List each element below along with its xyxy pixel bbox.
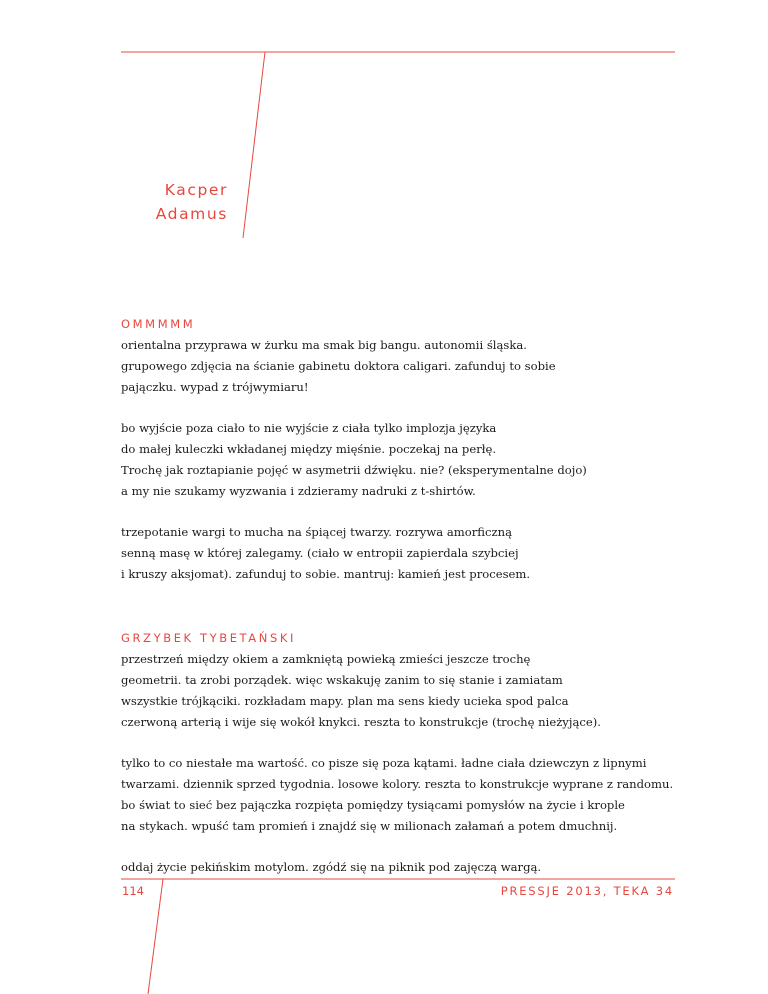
stanza [121, 649, 696, 733]
section-title: OMMMMM [121, 317, 196, 331]
stanza [121, 857, 696, 878]
section-title: GRZYBEK TYBETAŃSKI [121, 631, 296, 645]
verse-line: a my nie szukamy wyzwania i zdzieramy nadruki z t-shirtów. [121, 484, 476, 498]
top-slash [243, 52, 265, 238]
poems [121, 313, 696, 898]
verse-line: oddaj życie pekińskim motylom. zgódź się na piknik pod zajęczą wargą. [121, 860, 542, 874]
poem-ommmmm [121, 313, 696, 585]
verse-line: przestrzeń między okiem a zamkniętą powieką zmieści jeszcze trochę [121, 652, 531, 666]
author-last-name: Adamus [155, 205, 228, 223]
verse-line: pajączku. wypad z trójwymiaru! [121, 380, 309, 394]
stanza [121, 522, 696, 585]
verse-line: na stykach. wpuść tam promień i znajdź się w milionach załamań a potem dmuchnij. [121, 819, 618, 833]
verse-line: wszystkie trójkąciki. rozkładam mapy. plan ma sens kiedy ucieka spod palca [121, 694, 569, 708]
stanza [121, 753, 696, 837]
verse-line: do małej kuleczki wkładanej między mięśnie. poczekaj na perłę. [121, 442, 497, 456]
verse-line: grupowego zdjęcia na ścianie gabinetu doktora caligari. zafunduj to sobie [121, 359, 556, 373]
verse-line: Trochę jak roztapianie pojęć w asymetrii dźwięku. nie? (eksperymentalne dojo) [121, 463, 587, 477]
author-name [156, 178, 228, 226]
verse-line: tylko to co niestałe ma wartość. co pisze się poza kątami. ładne ciała dziewczyn z lipnymi [121, 756, 647, 770]
verse-line: orientalna przyprawa w żurku ma smak big bangu. autonomii śląska. [121, 338, 527, 352]
verse-line: bo świat to sieć bez pajączka rozpięta pomiędzy tysiącami pomysłów na życie i krople [121, 798, 625, 812]
verse-line: geometrii. ta zrobi porządek. więc wskakuję zanim to się stanie i zamiatam [121, 673, 563, 687]
verse-line: i kruszy aksjomat). zafunduj to sobie. mantruj: kamień jest procesem. [121, 567, 531, 581]
page-number: 114 [122, 884, 144, 898]
verse-line: czerwoną arterią i wije się wokół knykci. reszta to konstrukcje (trochę nieżyjące). [121, 715, 601, 729]
stanza [121, 335, 696, 398]
verse-line: trzepotanie wargi to mucha na śpiącej twarzy. rozrywa amorficzną [121, 525, 512, 539]
verse-line: bo wyjście poza ciało to nie wyjście z ciała tylko implozja języka [121, 421, 497, 435]
verse-line: twarzami. dziennik sprzed tygodnia. losowe kolory. reszta to konstrukcje wyprane z randomu. [121, 777, 674, 791]
journal-name: PRESSJE 2013, TEKA 34 [500, 884, 674, 898]
stanza [121, 418, 696, 502]
author-first-name: Kacper [164, 181, 228, 199]
poem-grzybek-tybetanski [121, 627, 696, 878]
verse-line: senną masę w której zalegamy. (ciało w entropii zapierdala szybciej [121, 546, 519, 560]
